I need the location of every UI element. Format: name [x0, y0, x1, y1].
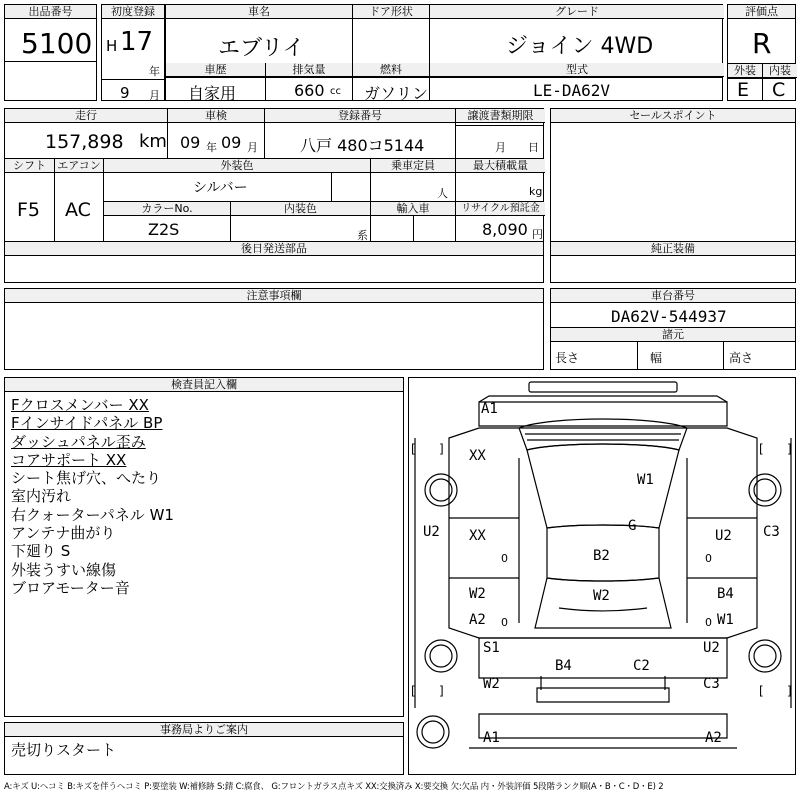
mark-c2-rear: C2 — [633, 658, 650, 674]
inspection-year: 09 — [180, 133, 201, 152]
zero-left-low: 0 — [501, 616, 508, 629]
mark-b4-rear: B4 — [555, 658, 572, 674]
score-label: 評価点 — [728, 5, 795, 19]
bracket-left-bottom-open: [ — [411, 684, 416, 698]
office-text: 売切りスタート — [11, 741, 117, 759]
month-unit: 月 — [149, 89, 160, 102]
legend-footer: A:キズ U:ヘコミ B:キズを伴うヘコミ P:要塗装 W:補修跡 S:錆 C:腐食、 G:フロントガラス点キズ XX:交換済み X:要交換 欠:欠品 内・外装評価 5段階ランク順(A・B・C・D・E) 2 — [4, 782, 664, 792]
mileage-unit: km — [139, 131, 167, 152]
mark-a1-top: A1 — [481, 401, 498, 417]
office-box — [4, 722, 404, 775]
mark-w2-rear: W2 — [483, 676, 500, 692]
notice-box — [4, 288, 544, 370]
bottom-bumper-outline — [479, 714, 727, 738]
exterior-label: 外装 — [728, 64, 762, 78]
inspector-note-7: 右クォーターパネル W1 — [11, 505, 174, 524]
inspector-note-6: 室内汚れ — [11, 487, 72, 506]
model-label: 型式 — [430, 63, 724, 77]
max-load-unit: kg — [529, 185, 543, 198]
recycle-fee: 8,090 — [482, 220, 528, 239]
mark-w1-top: W1 — [637, 472, 654, 488]
score-box — [727, 4, 796, 101]
fuel-label: 燃料 — [353, 63, 429, 77]
inspector-notes-box — [4, 377, 404, 717]
details-box — [4, 108, 544, 283]
mark-c3-right: C3 — [763, 524, 780, 540]
mark-a2-bottom: A2 — [705, 730, 722, 746]
mark-w2-center: W2 — [593, 588, 610, 604]
bracket-right-bottom-open: [ — [759, 684, 764, 698]
interior-score: C — [772, 79, 786, 101]
front-bumper-outline — [529, 382, 677, 392]
mark-u2-right: U2 — [715, 528, 732, 544]
mileage-label: 走行 — [5, 109, 167, 123]
color-no: Z2S — [148, 220, 180, 239]
history: 自家用 — [188, 84, 237, 103]
inspector-note-4: コアサポート XX — [11, 450, 127, 469]
first-registration-box — [101, 4, 165, 101]
mark-s1: S1 — [483, 640, 500, 656]
car-diagram — [409, 378, 797, 776]
exterior-score: E — [737, 79, 750, 101]
inspector-notes — [11, 396, 174, 597]
bracket-left-top-open: [ — [411, 442, 416, 456]
recycle-label: リサイクル預託金 — [456, 202, 545, 216]
ac: AC — [65, 199, 91, 221]
transfer-day: 日 — [528, 141, 539, 154]
inspector-note-5: シート焦げ穴、へたり — [11, 469, 162, 488]
spec-height: 高さ — [729, 351, 754, 365]
first-registration-label: 初度登録 — [102, 5, 164, 19]
specs-label: 諸元 — [551, 328, 795, 342]
car-diagram-box — [408, 377, 796, 775]
inspector-note-2: Fインサイドパネル BP — [11, 414, 163, 433]
transfer-month: 月 — [495, 141, 506, 154]
max-load-label: 最大積載量 — [456, 159, 545, 173]
displacement-unit: cc — [330, 86, 341, 97]
bracket-left-bottom-close: ] — [439, 684, 444, 698]
car-name-label: 車名 — [166, 5, 352, 19]
era: H — [106, 37, 118, 55]
exterior-color: シルバー — [193, 180, 248, 196]
first-reg-month: 9 — [120, 84, 130, 102]
inspection-year-unit: 年 — [206, 141, 217, 154]
mark-a1-bottom: A1 — [483, 730, 500, 746]
bracket-right-top-close: ] — [787, 442, 792, 456]
import-label: 輸入車 — [371, 202, 455, 216]
vehicle-info-box — [165, 4, 723, 101]
score: R — [752, 27, 772, 60]
mark-xx-mid: XX — [469, 528, 486, 544]
color-no-label: カラーNo. — [104, 202, 230, 216]
mark-g: G — [628, 518, 637, 534]
sales-point-box — [550, 108, 796, 283]
mileage: 157,898 — [45, 131, 124, 153]
mark-u2-rear: U2 — [703, 640, 720, 656]
inspector-note-1: Fクロスメンバー XX — [11, 396, 149, 414]
first-reg-year: 17 — [120, 27, 154, 57]
inspector-note-11: ブロアモーター音 — [11, 578, 130, 597]
lot-number: 5100 — [21, 27, 93, 60]
office-label: 事務局よりご案内 — [5, 723, 403, 737]
grade-label: グレード — [430, 5, 724, 19]
exterior-color-label: 外装色 — [104, 159, 370, 173]
reg-no-label: 登録番号 — [265, 109, 455, 123]
roof-outline — [527, 444, 679, 528]
body-outline — [449, 428, 757, 638]
rear-bumper-outline — [537, 688, 669, 702]
lot-number-label: 出品番号 — [5, 5, 96, 19]
bracket-left-top-close: ] — [439, 442, 444, 456]
sales-point-label: セールスポイント — [551, 109, 795, 123]
capacity-unit: 人 — [437, 187, 448, 200]
bracket-right-bottom-close: ] — [787, 684, 792, 698]
inspection-month-unit: 月 — [247, 141, 258, 154]
transfer-label: 譲渡書類期限 — [456, 109, 545, 123]
interior-color-label: 内装色 — [231, 202, 370, 216]
mark-b4-right: B4 — [717, 586, 734, 602]
later-parts-label: 後日発送部品 — [5, 242, 543, 256]
mark-w2-left: W2 — [469, 586, 486, 602]
interior-label: 内装 — [763, 64, 797, 78]
lot-number-box — [4, 4, 97, 101]
bracket-right-top-open: [ — [759, 442, 764, 456]
mark-xx-left: XX — [469, 448, 486, 464]
inspector-notes-label: 検査員記入欄 — [5, 378, 403, 392]
chassis-number: DA62V-544937 — [611, 307, 727, 326]
fuel: ガソリン — [364, 84, 429, 103]
chassis-label: 車台番号 — [551, 289, 795, 303]
shift: F5 — [17, 199, 41, 221]
shift-label: シフト — [5, 159, 54, 173]
notice-label: 注意事項欄 — [5, 289, 543, 303]
genuine-equipment-label: 純正装備 — [551, 242, 795, 256]
displacement-label: 排気量 — [266, 63, 352, 77]
zero-right-low: 0 — [705, 616, 712, 629]
mark-u2-left: U2 — [423, 524, 440, 540]
inspector-note-10: 外装うすい線傷 — [11, 560, 117, 579]
recycle-unit: 円 — [532, 228, 543, 241]
mark-a2-left: A2 — [469, 612, 486, 628]
spec-width: 幅 — [650, 351, 663, 365]
inspection-label: 車検 — [168, 109, 264, 123]
model: LE-DA62V — [533, 81, 611, 100]
displacement: 660 — [294, 81, 325, 100]
car-name: エブリイ — [218, 36, 305, 61]
history-label: 車歴 — [166, 63, 265, 77]
interior-color-unit: 系 — [357, 229, 368, 242]
mark-b2: B2 — [593, 548, 610, 564]
zero-left-mid: 0 — [501, 552, 508, 565]
ac-label: エアコン — [55, 159, 103, 173]
chassis-box — [550, 288, 796, 370]
inspection-month: 09 — [221, 133, 242, 152]
door-label: ドア形状 — [353, 5, 429, 19]
inspector-note-8: アンテナ曲がり — [11, 524, 116, 543]
spec-length: 長さ — [555, 351, 580, 365]
inspector-note-9: 下廻り S — [11, 542, 71, 561]
zero-right-mid: 0 — [705, 552, 712, 565]
capacity-label: 乗車定員 — [371, 159, 455, 173]
rear-panel-outline — [479, 638, 727, 678]
mark-c3-rear: C3 — [703, 676, 720, 692]
inspector-note-3: ダッシュパネル歪み — [11, 432, 146, 451]
hood-outline — [479, 402, 727, 426]
grade: ジョイン 4WD — [506, 34, 654, 59]
year-unit: 年 — [149, 65, 160, 78]
reg-no: 八戸 480コ5144 — [300, 136, 425, 155]
mark-w1-right: W1 — [717, 612, 734, 628]
